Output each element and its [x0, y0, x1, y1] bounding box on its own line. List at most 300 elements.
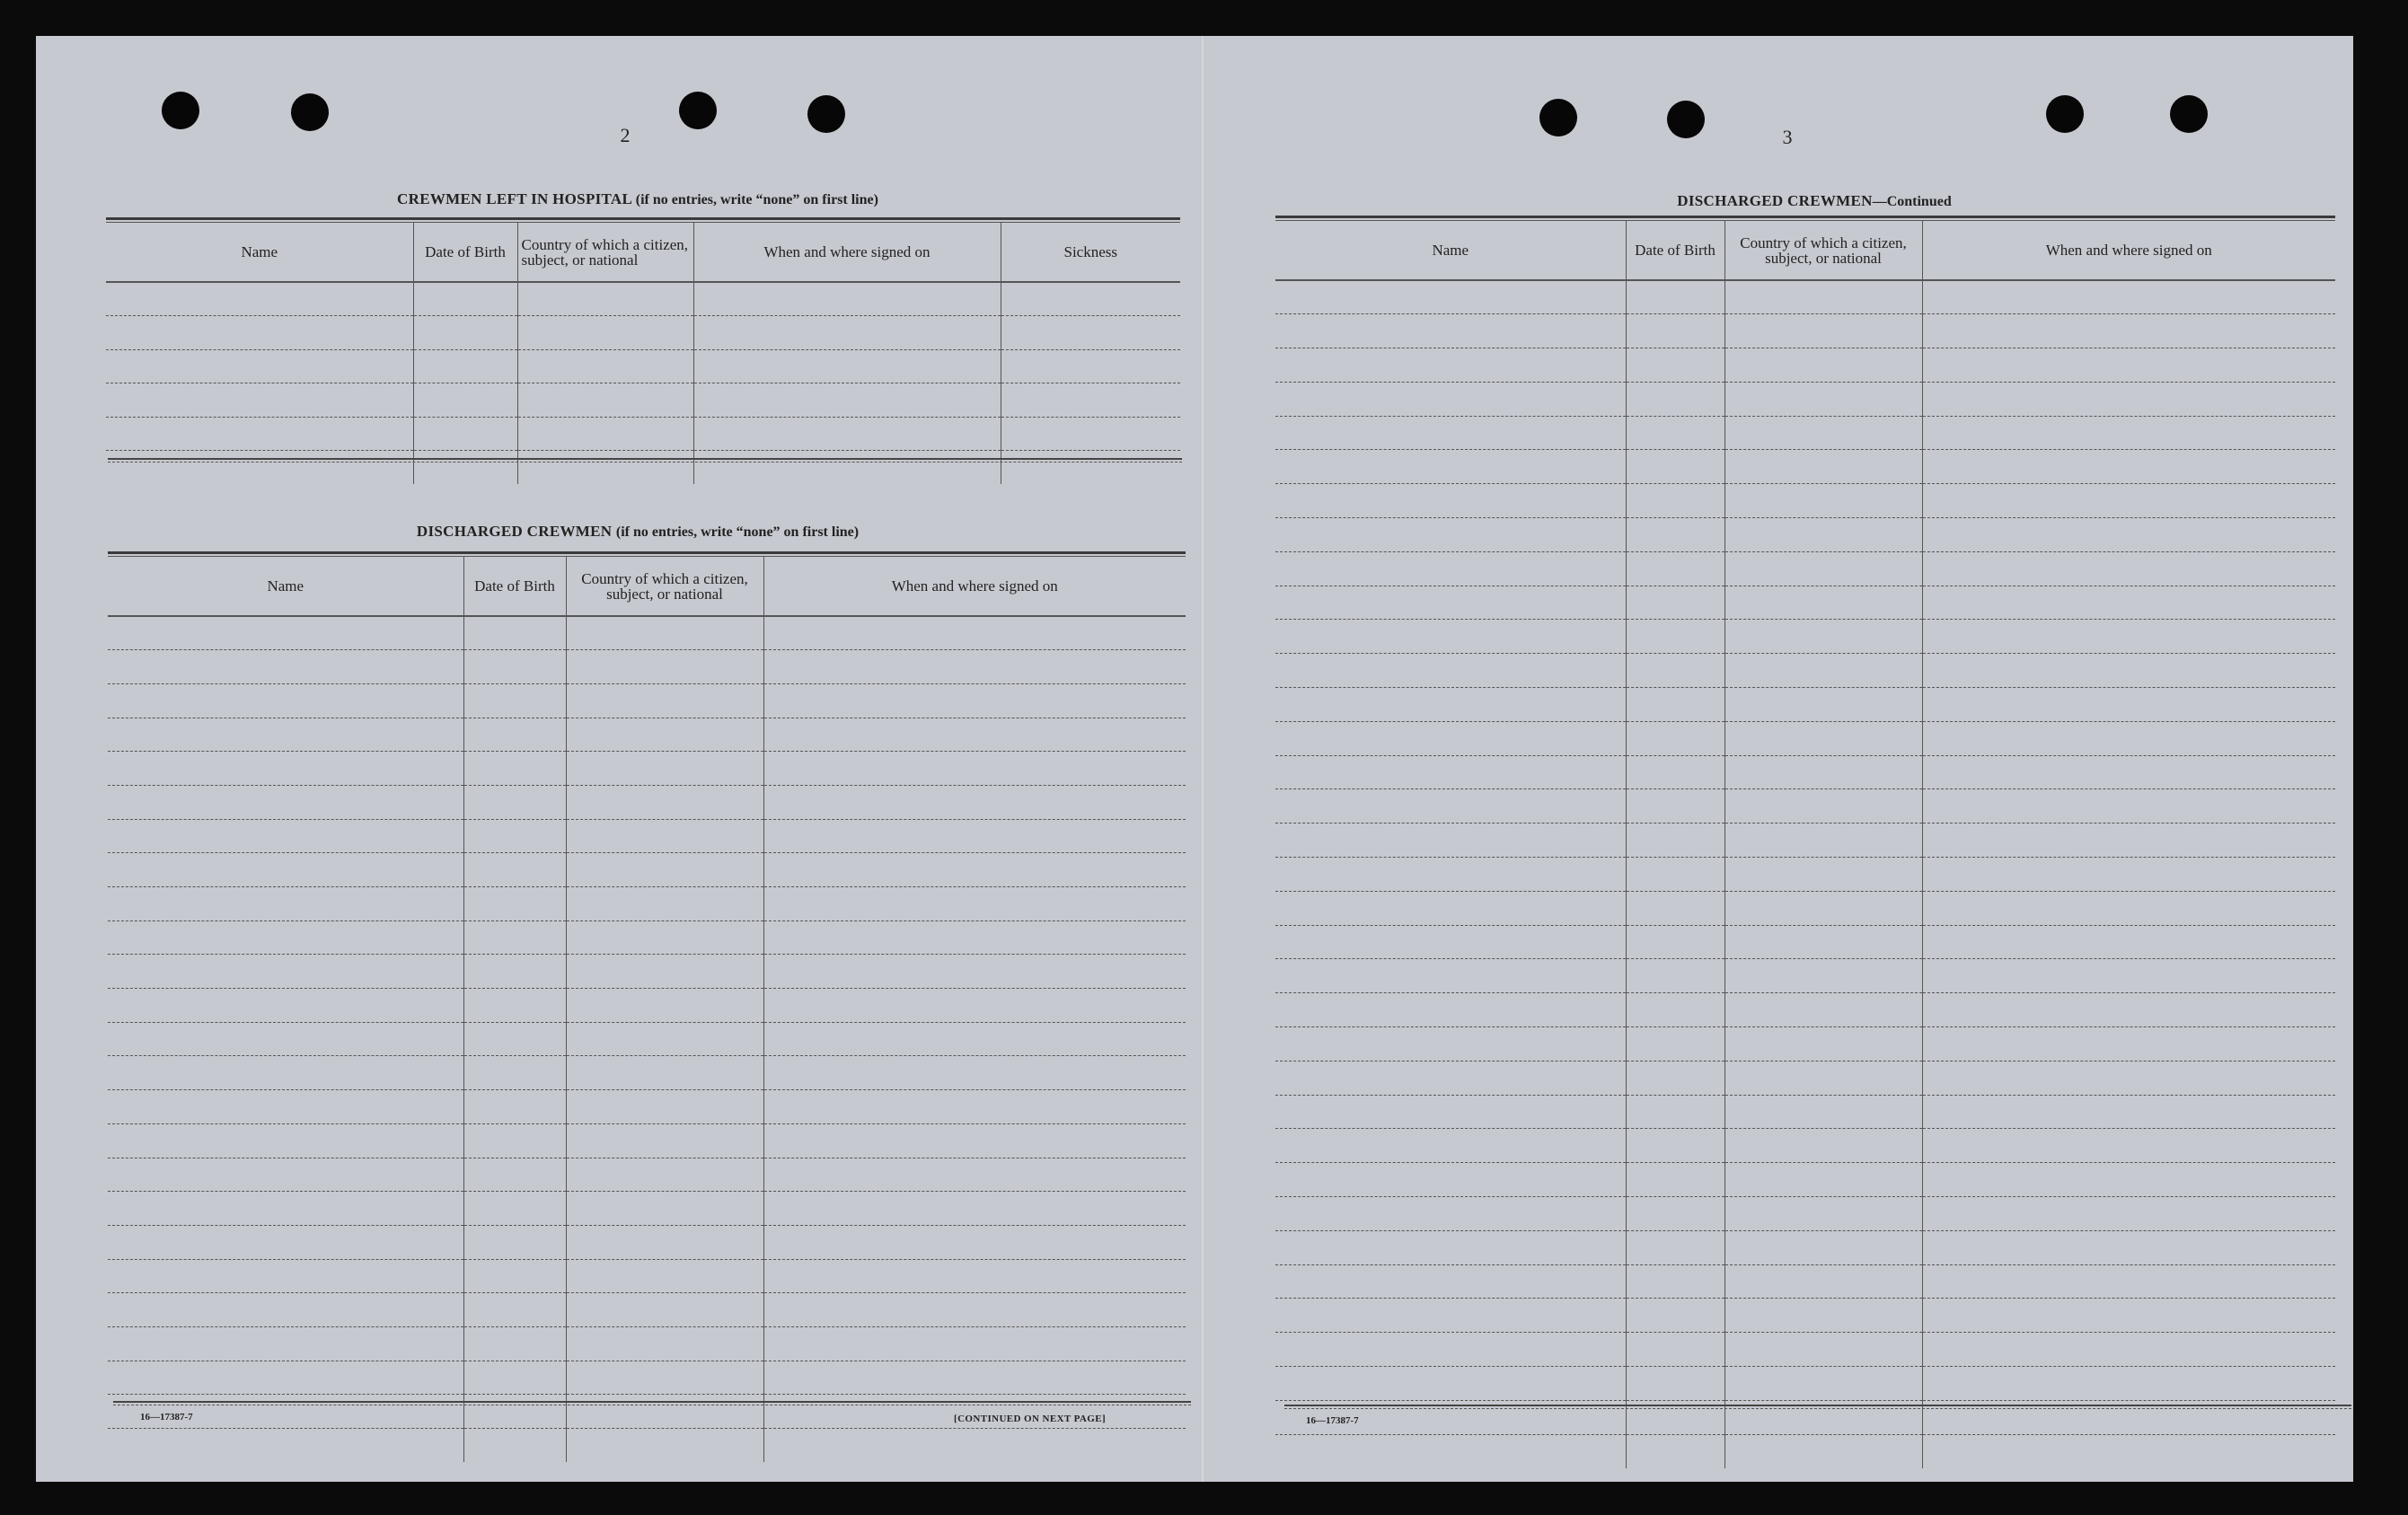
blank-entry-cell[interactable]: [1724, 1333, 1922, 1367]
blank-entry-cell[interactable]: [1626, 1333, 1724, 1367]
blank-entry-cell[interactable]: [463, 1225, 566, 1259]
blank-entry-cell[interactable]: [1724, 620, 1922, 654]
blank-entry-cell[interactable]: [1922, 1197, 2335, 1231]
blank-entry-cell[interactable]: [1275, 280, 1626, 314]
table-row: [106, 282, 1180, 316]
blank-entry-cell[interactable]: [566, 1090, 763, 1124]
blank-entry-cell[interactable]: [1275, 1230, 1626, 1264]
blank-entry-cell[interactable]: [1724, 654, 1922, 688]
blank-entry-cell[interactable]: [763, 616, 1186, 650]
blank-entry-cell[interactable]: [693, 383, 1001, 418]
blank-entry-cell[interactable]: [1724, 755, 1922, 789]
blank-entry-cell[interactable]: [1275, 382, 1626, 416]
blank-entry-cell[interactable]: [1275, 1095, 1626, 1129]
blank-entry-cell[interactable]: [1626, 925, 1724, 959]
blank-entry-cell[interactable]: [693, 282, 1001, 316]
blank-entry-cell[interactable]: [1626, 484, 1724, 518]
blank-entry-cell[interactable]: [413, 383, 517, 418]
table-row: [108, 1022, 1186, 1056]
blank-entry-cell[interactable]: [413, 417, 517, 451]
blank-entry-cell[interactable]: [1626, 620, 1724, 654]
blank-entry-cell[interactable]: [108, 1158, 463, 1192]
blank-entry-cell[interactable]: [1626, 518, 1724, 552]
blank-entry-cell[interactable]: [1275, 1027, 1626, 1061]
blank-entry-cell[interactable]: [1626, 450, 1724, 484]
blank-entry-cell[interactable]: [1724, 1197, 1922, 1231]
blank-entry-cell[interactable]: [1275, 586, 1626, 620]
blank-entry-cell[interactable]: [517, 451, 693, 485]
blank-entry-cell[interactable]: [566, 887, 763, 921]
blank-entry-cell[interactable]: [566, 819, 763, 853]
blank-entry-cell[interactable]: [1724, 891, 1922, 925]
blank-entry-cell[interactable]: [413, 282, 517, 316]
blank-entry-cell[interactable]: [1724, 416, 1922, 450]
blank-entry-cell[interactable]: [1275, 484, 1626, 518]
blank-entry-cell[interactable]: [693, 316, 1001, 350]
blank-entry-cell[interactable]: [1724, 688, 1922, 722]
blank-entry-cell[interactable]: [1724, 925, 1922, 959]
blank-entry-cell[interactable]: [108, 819, 463, 853]
blank-entry-cell[interactable]: [1275, 688, 1626, 722]
blank-entry-cell[interactable]: [1724, 450, 1922, 484]
blank-entry-cell[interactable]: [1724, 280, 1922, 314]
blank-entry-cell[interactable]: [1724, 1061, 1922, 1095]
blank-entry-cell[interactable]: [566, 853, 763, 887]
blank-entry-cell[interactable]: [566, 1022, 763, 1056]
blank-entry-cell[interactable]: [108, 616, 463, 650]
blank-entry-cell[interactable]: [106, 349, 413, 383]
blank-entry-cell[interactable]: [763, 785, 1186, 819]
blank-entry-cell[interactable]: [1626, 1367, 1724, 1401]
blank-entry-cell[interactable]: [1922, 789, 2335, 824]
blank-entry-cell[interactable]: [566, 1361, 763, 1395]
blank-entry-cell[interactable]: [1626, 1163, 1724, 1197]
blank-entry-cell[interactable]: [1275, 1163, 1626, 1197]
blank-entry-cell[interactable]: [108, 1090, 463, 1124]
blank-entry-cell[interactable]: [106, 451, 413, 485]
blank-entry-cell[interactable]: [763, 955, 1186, 989]
blank-entry-cell[interactable]: [763, 1123, 1186, 1158]
blank-entry-cell[interactable]: [1626, 721, 1724, 755]
blank-entry-cell[interactable]: [463, 1259, 566, 1293]
blank-entry-cell[interactable]: [566, 650, 763, 684]
blank-entry-cell[interactable]: [1626, 959, 1724, 993]
blank-entry-cell[interactable]: [1922, 1095, 2335, 1129]
punch-hole: [2046, 95, 2084, 133]
table-row: [106, 349, 1180, 383]
blank-entry-cell[interactable]: [1922, 688, 2335, 722]
blank-entry-cell[interactable]: [1275, 620, 1626, 654]
blank-entry-cell[interactable]: [1724, 1264, 1922, 1299]
blank-entry-cell[interactable]: [108, 1056, 463, 1090]
blank-entry-cell[interactable]: [566, 1293, 763, 1327]
blank-entry-cell[interactable]: [108, 683, 463, 718]
blank-entry-cell[interactable]: [108, 920, 463, 955]
blank-entry-cell[interactable]: [566, 718, 763, 752]
blank-entry-cell[interactable]: [1001, 316, 1180, 350]
blank-entry-cell[interactable]: [1724, 1129, 1922, 1163]
table-row: [1275, 789, 2335, 824]
blank-entry-cell[interactable]: [1626, 1061, 1724, 1095]
table-row: [1275, 416, 2335, 450]
table-row: [108, 1293, 1186, 1327]
table-row: [1275, 755, 2335, 789]
blank-entry-cell[interactable]: [1922, 518, 2335, 552]
table-row: [1275, 450, 2335, 484]
blank-entry-cell[interactable]: [1275, 1129, 1626, 1163]
blank-entry-cell[interactable]: [1922, 551, 2335, 586]
blank-entry-cell[interactable]: [1275, 1434, 1626, 1468]
blank-entry-cell[interactable]: [693, 451, 1001, 485]
blank-entry-cell[interactable]: [1275, 416, 1626, 450]
blank-entry-cell[interactable]: [1275, 551, 1626, 586]
blank-entry-cell[interactable]: [463, 683, 566, 718]
table-row: [1275, 280, 2335, 314]
table-row: [1275, 1027, 2335, 1061]
blank-entry-cell[interactable]: [108, 955, 463, 989]
blank-entry-cell[interactable]: [763, 1259, 1186, 1293]
blank-entry-cell[interactable]: [1275, 789, 1626, 824]
blank-entry-cell[interactable]: [463, 853, 566, 887]
blank-entry-cell[interactable]: [1626, 1434, 1724, 1468]
blank-entry-cell[interactable]: [1001, 383, 1180, 418]
blank-entry-cell[interactable]: [763, 752, 1186, 786]
blank-entry-cell[interactable]: [1922, 484, 2335, 518]
blank-entry-cell[interactable]: [463, 616, 566, 650]
col-sickness: Sickness: [1001, 223, 1180, 282]
blank-entry-cell[interactable]: [1275, 1264, 1626, 1299]
blank-entry-cell[interactable]: [1922, 959, 2335, 993]
col-signed-on: When and where signed on: [693, 223, 1001, 282]
blank-entry-cell[interactable]: [463, 920, 566, 955]
blank-entry-cell[interactable]: [463, 718, 566, 752]
table-row: [1275, 1333, 2335, 1367]
blank-entry-cell[interactable]: [763, 819, 1186, 853]
hospital-table: [106, 223, 1180, 484]
table-row: [1275, 891, 2335, 925]
blank-entry-cell[interactable]: [108, 1429, 463, 1463]
blank-entry-cell[interactable]: [1275, 1061, 1626, 1095]
blank-entry-cell[interactable]: [1275, 755, 1626, 789]
table-row: [1275, 348, 2335, 383]
blank-entry-cell[interactable]: [1922, 1027, 2335, 1061]
blank-entry-cell[interactable]: [1724, 1163, 1922, 1197]
table-row: [1275, 925, 2335, 959]
blank-entry-cell[interactable]: [463, 1022, 566, 1056]
blank-entry-cell[interactable]: [566, 1123, 763, 1158]
blank-entry-cell[interactable]: [566, 920, 763, 955]
blank-entry-cell[interactable]: [1724, 1434, 1922, 1468]
blank-entry-cell[interactable]: [108, 1192, 463, 1226]
blank-entry-cell[interactable]: [463, 1192, 566, 1226]
blank-entry-cell[interactable]: [1626, 1027, 1724, 1061]
blank-entry-cell[interactable]: [1922, 280, 2335, 314]
blank-entry-cell[interactable]: [763, 853, 1186, 887]
blank-entry-cell[interactable]: [763, 920, 1186, 955]
blank-entry-cell[interactable]: [106, 282, 413, 316]
blank-entry-cell[interactable]: [108, 1361, 463, 1395]
blank-entry-cell[interactable]: [1922, 858, 2335, 892]
blank-entry-cell[interactable]: [463, 1123, 566, 1158]
table-row: [1275, 721, 2335, 755]
col-country: Country of which a citizen, subject, or national: [517, 223, 693, 282]
blank-entry-cell[interactable]: [566, 1158, 763, 1192]
blank-entry-cell[interactable]: [1626, 688, 1724, 722]
blank-entry-cell[interactable]: [463, 1056, 566, 1090]
blank-entry-cell[interactable]: [1626, 1129, 1724, 1163]
blank-entry-cell[interactable]: [108, 752, 463, 786]
blank-entry-cell[interactable]: [108, 887, 463, 921]
col-name: Name: [106, 223, 413, 282]
blank-entry-cell[interactable]: [517, 417, 693, 451]
blank-entry-cell[interactable]: [763, 1326, 1186, 1361]
table-row: [1275, 382, 2335, 416]
blank-entry-cell[interactable]: [1275, 348, 1626, 383]
blank-entry-cell[interactable]: [517, 349, 693, 383]
blank-entry-cell[interactable]: [517, 316, 693, 350]
table-row: [1275, 959, 2335, 993]
blank-entry-cell[interactable]: [463, 887, 566, 921]
blank-entry-cell[interactable]: [1626, 824, 1724, 858]
blank-entry-cell[interactable]: [1922, 1230, 2335, 1264]
blank-entry-cell[interactable]: [1922, 1434, 2335, 1468]
blank-entry-cell[interactable]: [1626, 314, 1724, 348]
blank-entry-cell[interactable]: [566, 1429, 763, 1463]
blank-entry-cell[interactable]: [763, 887, 1186, 921]
blank-entry-cell[interactable]: [1922, 755, 2335, 789]
blank-entry-cell[interactable]: [1626, 416, 1724, 450]
blank-entry-cell[interactable]: [763, 1158, 1186, 1192]
table-row: [106, 451, 1180, 485]
blank-entry-cell[interactable]: [566, 1225, 763, 1259]
blank-entry-cell[interactable]: [1724, 382, 1922, 416]
blank-entry-cell[interactable]: [106, 316, 413, 350]
blank-entry-cell[interactable]: [108, 785, 463, 819]
blank-entry-cell[interactable]: [1922, 1061, 2335, 1095]
blank-entry-cell[interactable]: [763, 1293, 1186, 1327]
blank-entry-cell[interactable]: [1001, 417, 1180, 451]
blank-entry-cell[interactable]: [566, 752, 763, 786]
blank-entry-cell[interactable]: [1724, 789, 1922, 824]
blank-entry-cell[interactable]: [1275, 925, 1626, 959]
punch-hole: [679, 92, 717, 129]
blank-entry-cell[interactable]: [1626, 1095, 1724, 1129]
blank-entry-cell[interactable]: [1001, 349, 1180, 383]
blank-entry-cell[interactable]: [108, 1123, 463, 1158]
table-row: [1275, 688, 2335, 722]
blank-entry-cell[interactable]: [1275, 959, 1626, 993]
table-row: [106, 383, 1180, 418]
table-row: [108, 1192, 1186, 1226]
blank-entry-cell[interactable]: [1922, 586, 2335, 620]
blank-entry-cell[interactable]: [1275, 1367, 1626, 1401]
blank-entry-cell[interactable]: [1922, 1264, 2335, 1299]
blank-entry-cell[interactable]: [763, 1022, 1186, 1056]
blank-entry-cell[interactable]: [693, 349, 1001, 383]
blank-entry-cell[interactable]: [1922, 382, 2335, 416]
blank-entry-cell[interactable]: [463, 819, 566, 853]
blank-entry-cell[interactable]: [1626, 891, 1724, 925]
blank-entry-cell[interactable]: [763, 683, 1186, 718]
blank-entry-cell[interactable]: [463, 650, 566, 684]
blank-entry-cell[interactable]: [463, 1361, 566, 1395]
blank-entry-cell[interactable]: [106, 417, 413, 451]
blank-entry-cell[interactable]: [1626, 586, 1724, 620]
blank-entry-cell[interactable]: [763, 650, 1186, 684]
blank-entry-cell[interactable]: [463, 752, 566, 786]
blank-entry-cell[interactable]: [1275, 654, 1626, 688]
blank-entry-cell[interactable]: [1922, 1163, 2335, 1197]
blank-entry-cell[interactable]: [1922, 654, 2335, 688]
blank-entry-cell[interactable]: [463, 1293, 566, 1327]
blank-entry-cell[interactable]: [566, 1192, 763, 1226]
blank-entry-cell[interactable]: [763, 1056, 1186, 1090]
blank-entry-cell[interactable]: [1275, 1299, 1626, 1333]
blank-entry-cell[interactable]: [1626, 1264, 1724, 1299]
blank-entry-cell[interactable]: [763, 1429, 1186, 1463]
blank-entry-cell[interactable]: [566, 989, 763, 1023]
blank-entry-cell[interactable]: [1724, 1230, 1922, 1264]
blank-entry-cell[interactable]: [1001, 282, 1180, 316]
blank-entry-cell[interactable]: [763, 1090, 1186, 1124]
blank-entry-cell[interactable]: [517, 282, 693, 316]
blank-entry-cell[interactable]: [1922, 891, 2335, 925]
blank-entry-cell[interactable]: [1724, 484, 1922, 518]
blank-entry-cell[interactable]: [566, 1259, 763, 1293]
blank-entry-cell[interactable]: [1724, 551, 1922, 586]
blank-entry-cell[interactable]: [1626, 1197, 1724, 1231]
blank-entry-cell[interactable]: [1922, 721, 2335, 755]
blank-entry-cell[interactable]: [566, 1395, 763, 1429]
blank-entry-cell[interactable]: [463, 989, 566, 1023]
blank-entry-cell[interactable]: [1922, 993, 2335, 1027]
blank-entry-cell[interactable]: [1922, 416, 2335, 450]
blank-entry-cell[interactable]: [1922, 1333, 2335, 1367]
blank-entry-cell[interactable]: [1626, 1230, 1724, 1264]
blank-entry-cell[interactable]: [763, 718, 1186, 752]
blank-entry-cell[interactable]: [108, 1326, 463, 1361]
col-name: Name: [108, 557, 463, 616]
blank-entry-cell[interactable]: [1922, 1129, 2335, 1163]
blank-entry-cell[interactable]: [1922, 314, 2335, 348]
blank-entry-cell[interactable]: [1275, 1197, 1626, 1231]
blank-entry-cell[interactable]: [1922, 925, 2335, 959]
blank-entry-cell[interactable]: [1724, 348, 1922, 383]
blank-entry-cell[interactable]: [1626, 551, 1724, 586]
blank-entry-cell[interactable]: [1275, 518, 1626, 552]
table-row: [106, 417, 1180, 451]
blank-entry-cell[interactable]: [1922, 348, 2335, 383]
blank-entry-cell[interactable]: [108, 989, 463, 1023]
blank-entry-cell[interactable]: [106, 383, 413, 418]
blank-entry-cell[interactable]: [108, 1293, 463, 1327]
blank-entry-cell[interactable]: [108, 718, 463, 752]
blank-entry-cell[interactable]: [1275, 993, 1626, 1027]
blank-entry-cell[interactable]: [1922, 620, 2335, 654]
table-row: [108, 1361, 1186, 1395]
blank-entry-cell[interactable]: [1626, 789, 1724, 824]
blank-entry-cell[interactable]: [1724, 1095, 1922, 1129]
blank-entry-cell[interactable]: [763, 989, 1186, 1023]
blank-entry-cell[interactable]: [1626, 348, 1724, 383]
blank-entry-cell[interactable]: [1275, 824, 1626, 858]
blank-entry-cell[interactable]: [566, 683, 763, 718]
blank-entry-cell[interactable]: [108, 853, 463, 887]
blank-entry-cell[interactable]: [463, 1326, 566, 1361]
blank-entry-cell[interactable]: [463, 955, 566, 989]
blank-entry-cell[interactable]: [108, 650, 463, 684]
blank-entry-cell[interactable]: [1626, 382, 1724, 416]
blank-entry-cell[interactable]: [566, 1326, 763, 1361]
blank-entry-cell[interactable]: [566, 955, 763, 989]
blank-entry-cell[interactable]: [1626, 654, 1724, 688]
blank-entry-cell[interactable]: [1922, 824, 2335, 858]
blank-entry-cell[interactable]: [1922, 1299, 2335, 1333]
blank-entry-cell[interactable]: [1626, 755, 1724, 789]
blank-entry-cell[interactable]: [1275, 450, 1626, 484]
table-row: [108, 920, 1186, 955]
blank-entry-cell[interactable]: [566, 1056, 763, 1090]
blank-entry-cell[interactable]: [1724, 314, 1922, 348]
blank-entry-cell[interactable]: [1275, 891, 1626, 925]
blank-entry-cell[interactable]: [1724, 518, 1922, 552]
blank-entry-cell[interactable]: [1275, 314, 1626, 348]
table-row: [1275, 993, 2335, 1027]
blank-entry-cell[interactable]: [108, 1259, 463, 1293]
blank-entry-cell[interactable]: [1626, 1299, 1724, 1333]
blank-entry-cell[interactable]: [1275, 721, 1626, 755]
blank-entry-cell[interactable]: [1626, 280, 1724, 314]
blank-entry-cell[interactable]: [763, 1225, 1186, 1259]
blank-entry-cell[interactable]: [413, 451, 517, 485]
blank-entry-cell[interactable]: [1275, 858, 1626, 892]
blank-entry-cell[interactable]: [1724, 586, 1922, 620]
blank-entry-cell[interactable]: [463, 1158, 566, 1192]
blank-entry-cell[interactable]: [108, 1225, 463, 1259]
blank-entry-cell[interactable]: [1922, 450, 2335, 484]
blank-entry-cell[interactable]: [763, 1361, 1186, 1395]
blank-entry-cell[interactable]: [463, 1395, 566, 1429]
blank-entry-cell[interactable]: [413, 349, 517, 383]
blank-entry-cell[interactable]: [1724, 1027, 1922, 1061]
blank-entry-cell[interactable]: [693, 417, 1001, 451]
blank-entry-cell[interactable]: [517, 383, 693, 418]
blank-entry-cell[interactable]: [1275, 1333, 1626, 1367]
blank-entry-cell[interactable]: [763, 1192, 1186, 1226]
blank-entry-cell[interactable]: [1626, 993, 1724, 1027]
blank-entry-cell[interactable]: [1724, 1367, 1922, 1401]
continued-header-row: [1275, 221, 2335, 280]
blank-entry-cell[interactable]: [566, 616, 763, 650]
blank-entry-cell[interactable]: [1724, 993, 1922, 1027]
blank-entry-cell[interactable]: [1724, 824, 1922, 858]
blank-entry-cell[interactable]: [1724, 721, 1922, 755]
blank-entry-cell[interactable]: [463, 1429, 566, 1463]
blank-entry-cell[interactable]: [1724, 959, 1922, 993]
blank-entry-cell[interactable]: [108, 1022, 463, 1056]
blank-entry-cell[interactable]: [1724, 1299, 1922, 1333]
table-row: [108, 819, 1186, 853]
blank-entry-cell[interactable]: [566, 785, 763, 819]
blank-entry-cell[interactable]: [1001, 451, 1180, 485]
blank-entry-cell[interactable]: [1724, 858, 1922, 892]
blank-entry-cell[interactable]: [1922, 1367, 2335, 1401]
blank-entry-cell[interactable]: [1626, 858, 1724, 892]
hospital-section-title: CREWMEN LEFT IN HOSPITAL (if no entries, write “none” on first line): [397, 190, 878, 207]
blank-entry-cell[interactable]: [463, 1090, 566, 1124]
blank-entry-cell[interactable]: [463, 785, 566, 819]
blank-entry-cell[interactable]: [413, 316, 517, 350]
